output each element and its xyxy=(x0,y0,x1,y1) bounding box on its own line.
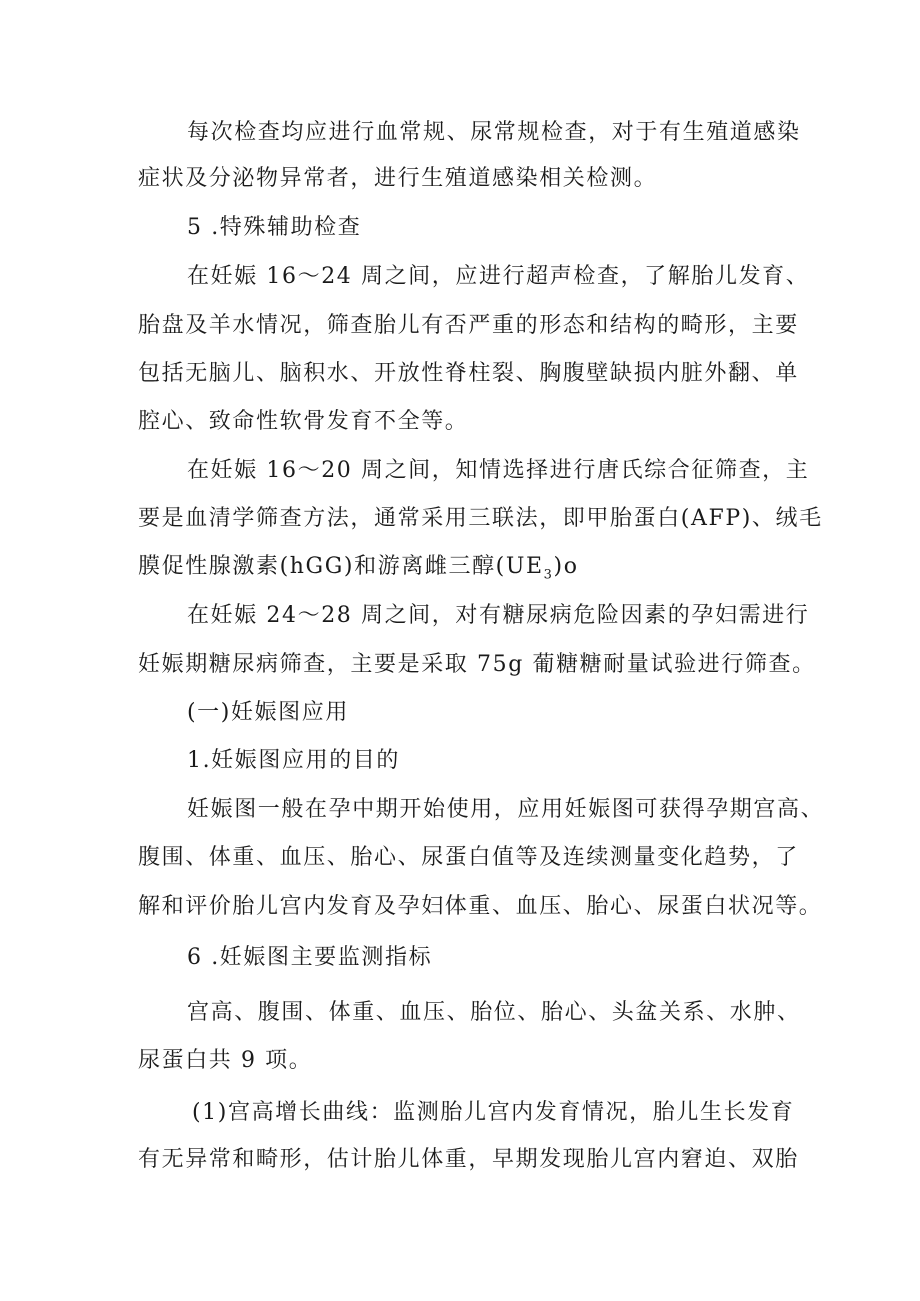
paragraph-line: 腹围、体重、血压、胎心、尿蛋白值等及连续测量变化趋势，了 xyxy=(138,845,799,870)
paragraph-line: 解和评价胎儿宫内发育及孕妇体重、血压、胎心、尿蛋白状况等。 xyxy=(138,894,823,919)
paragraph-line: (1)宫高增长曲线：监测胎儿宫内发育情况，胎儿生长发育 xyxy=(192,1100,795,1125)
paragraph-line: 在妊娠 16～20 周之间，知情选择进行唐氏综合征筛查，主 xyxy=(187,458,810,483)
section-heading-1: 1.妊娠图应用的目的 xyxy=(187,748,400,773)
paragraph-line: 症状及分泌物异常者，进行生殖道感染相关检测。 xyxy=(138,166,658,191)
paragraph-line: 腔心、致命性软骨发育不全等。 xyxy=(138,409,469,434)
paragraph-line: 尿蛋白共 9 项。 xyxy=(138,1048,313,1073)
subscript: 3 xyxy=(543,567,554,583)
paragraph-line: 宫高、腹围、体重、血压、胎位、胎心、头盆关系、水肿、 xyxy=(187,1000,801,1025)
paragraph-line-text: 膜促性腺激素(hGG)和游离雌三醇(UE xyxy=(138,554,544,579)
paragraph-line: 有无异常和畸形，估计胎儿体重，早期发现胎儿宫内窘迫、双胎 xyxy=(138,1147,799,1172)
paragraph-line: 包括无脑儿、脑积水、开放性脊柱裂、胸腹壁缺损内脏外翻、单 xyxy=(138,361,799,386)
section-heading-yi: (一)妊娠图应用 xyxy=(187,700,349,725)
paragraph-line-tail: )o xyxy=(553,554,579,579)
paragraph-line: 妊娠图一般在孕中期开始使用，应用妊娠图可获得孕期宫高、 xyxy=(187,797,825,822)
paragraph-line: 要是血清学筛查方法，通常采用三联法，即甲胎蛋白(AFP)、绒毛 xyxy=(138,506,823,531)
paragraph-line xyxy=(138,552,579,582)
paragraph-line: 每次检查均应进行血常规、尿常规检查，对于有生殖道感染 xyxy=(187,120,801,145)
paragraph-line: 在妊娠 16～24 周之间，应进行超声检查，了解胎儿发育、 xyxy=(187,264,810,289)
paragraph-line: 胎盘及羊水情况，筛查胎儿有否严重的形态和结构的畸形，主要 xyxy=(138,313,799,338)
section-heading-6: 6 .妊娠图主要监测指标 xyxy=(187,945,433,970)
paragraph-line: 妊娠期糖尿病筛查，主要是采取 75g 葡糖糖耐量试验进行筛查。 xyxy=(138,652,816,677)
section-heading-5: 5 .特殊辅助检查 xyxy=(187,215,362,240)
paragraph-line: 在妊娠 24～28 周之间，对有糖尿病危险因素的孕妇需进行 xyxy=(187,603,810,628)
